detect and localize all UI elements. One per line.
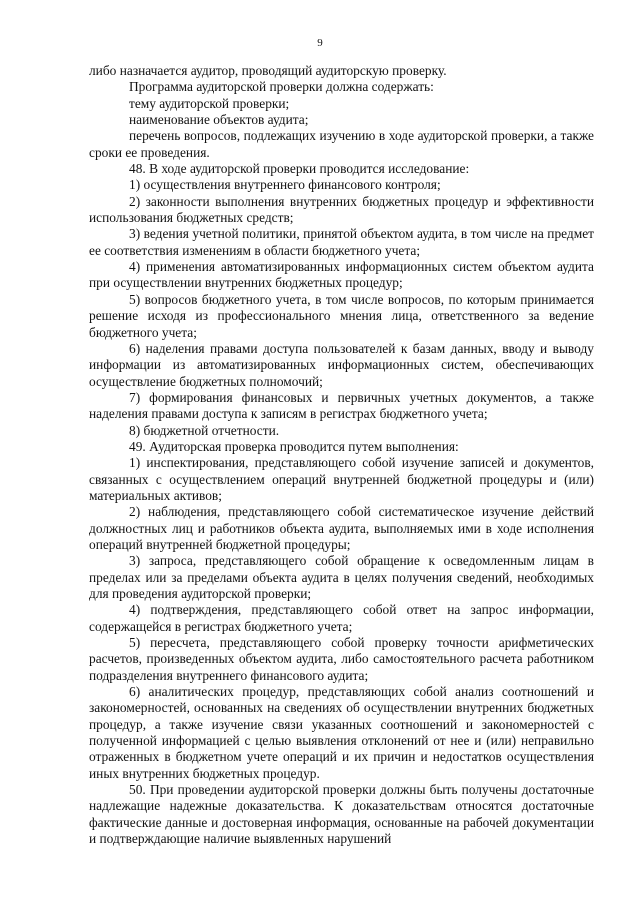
paragraph: 5) вопросов бюджетного учета, в том числе вопросов, по которым принимается решение исходя из профессионального мнения лица, ответственного за ведение бюджетного учета; <box>89 291 594 340</box>
paragraph: 4) применения автоматизированных информационных систем объектом аудита при осуществлении внутренних бюджетных процедур; <box>89 259 594 291</box>
paragraph: перечень вопросов, подлежащих изучению в ходе аудиторской проверки, а также сроки ее проведения. <box>89 128 594 160</box>
paragraph: 1) инспектирования, представляющего собой изучение записей и документов, связанных с осуществлением операций внутренней бюджетной процедуры и (или) материальных активов; <box>89 455 594 503</box>
paragraph: 1) осуществления внутреннего финансового контроля; <box>129 177 441 193</box>
paragraph: 2) законности выполнения внутренних бюджетных процедур и эффективности использования бюджетных средств; <box>89 193 594 226</box>
paragraph: наименование объектов аудита; <box>129 112 309 128</box>
document-body <box>89 63 594 848</box>
paragraph: 2) наблюдения, представляющего собой систематическое изучение действий должностных лиц и работников объекта аудита, выполняемых ими в ходе исполнения операций внутренней бюджетной процедуры; <box>89 504 594 552</box>
paragraph: 4) подтверждения, представляющего собой ответ на запрос информации, содержащейся в регистрах бюджетного учета; <box>89 602 594 634</box>
paragraph: тему аудиторской проверки; <box>129 95 290 111</box>
paragraph: 6) аналитических процедур, представляющих собой анализ соотношений и закономерностей, основанных на сведениях об осуществлении внутренних бюджетных процедур, а также изучение связи указанных соотношений и закономерностей с полученной информацией с целью выявления отклонений от нее и (или) неправильно отраженных в бюджетном учете операций и их причин и недостатков осуществления иных внутренних бюджетных процедур. <box>89 684 594 781</box>
paragraph: 49. Аудиторская проверка проводится путем выполнения: <box>129 438 459 454</box>
page-number: 9 <box>317 37 323 49</box>
paragraph: 48. В ходе аудиторской проверки проводится исследование: <box>129 161 470 177</box>
paragraph: 3) запроса, представляющего собой обращение к осведомленным лицам в пределах или за пределами объекта аудита в целях получения сведений, необходимых для проведения аудиторской проверки; <box>89 553 594 601</box>
paragraph: 6) наделения правами доступа пользователей к базам данных, вводу и выводу информации из автоматизированных информационных систем, обеспечивающих осуществление бюджетных полномочий; <box>89 340 594 389</box>
paragraph: 3) ведения учетной политики, принятой объектом аудита, в том числе на предмет ее соответствия изменениям в области бюджетного учета; <box>89 226 594 258</box>
paragraph: Программа аудиторской проверки должна содержать: <box>129 79 434 95</box>
paragraph: 7) формирования финансовых и первичных учетных документов, а также наделения правами доступа к записям в регистрах бюджетного учета; <box>89 389 594 422</box>
paragraph: 8) бюджетной отчетности. <box>129 422 280 438</box>
paragraph: 5) пересчета, представляющего собой проверку точности арифметических расчетов, произведенных объектом аудита, либо самостоятельного расчета работником подразделения внутреннего финансового аудита; <box>89 635 594 683</box>
paragraph: 50. При проведении аудиторской проверки должны быть получены достаточные надлежащие надежные доказательства. К доказательствам относятся достаточные фактические данные и достоверная информация, основанные на рабочей документации и подтверждающие наличие выявленных нарушений <box>89 782 594 847</box>
paragraph: либо назначается аудитор, проводящий аудиторскую проверку. <box>89 63 447 78</box>
